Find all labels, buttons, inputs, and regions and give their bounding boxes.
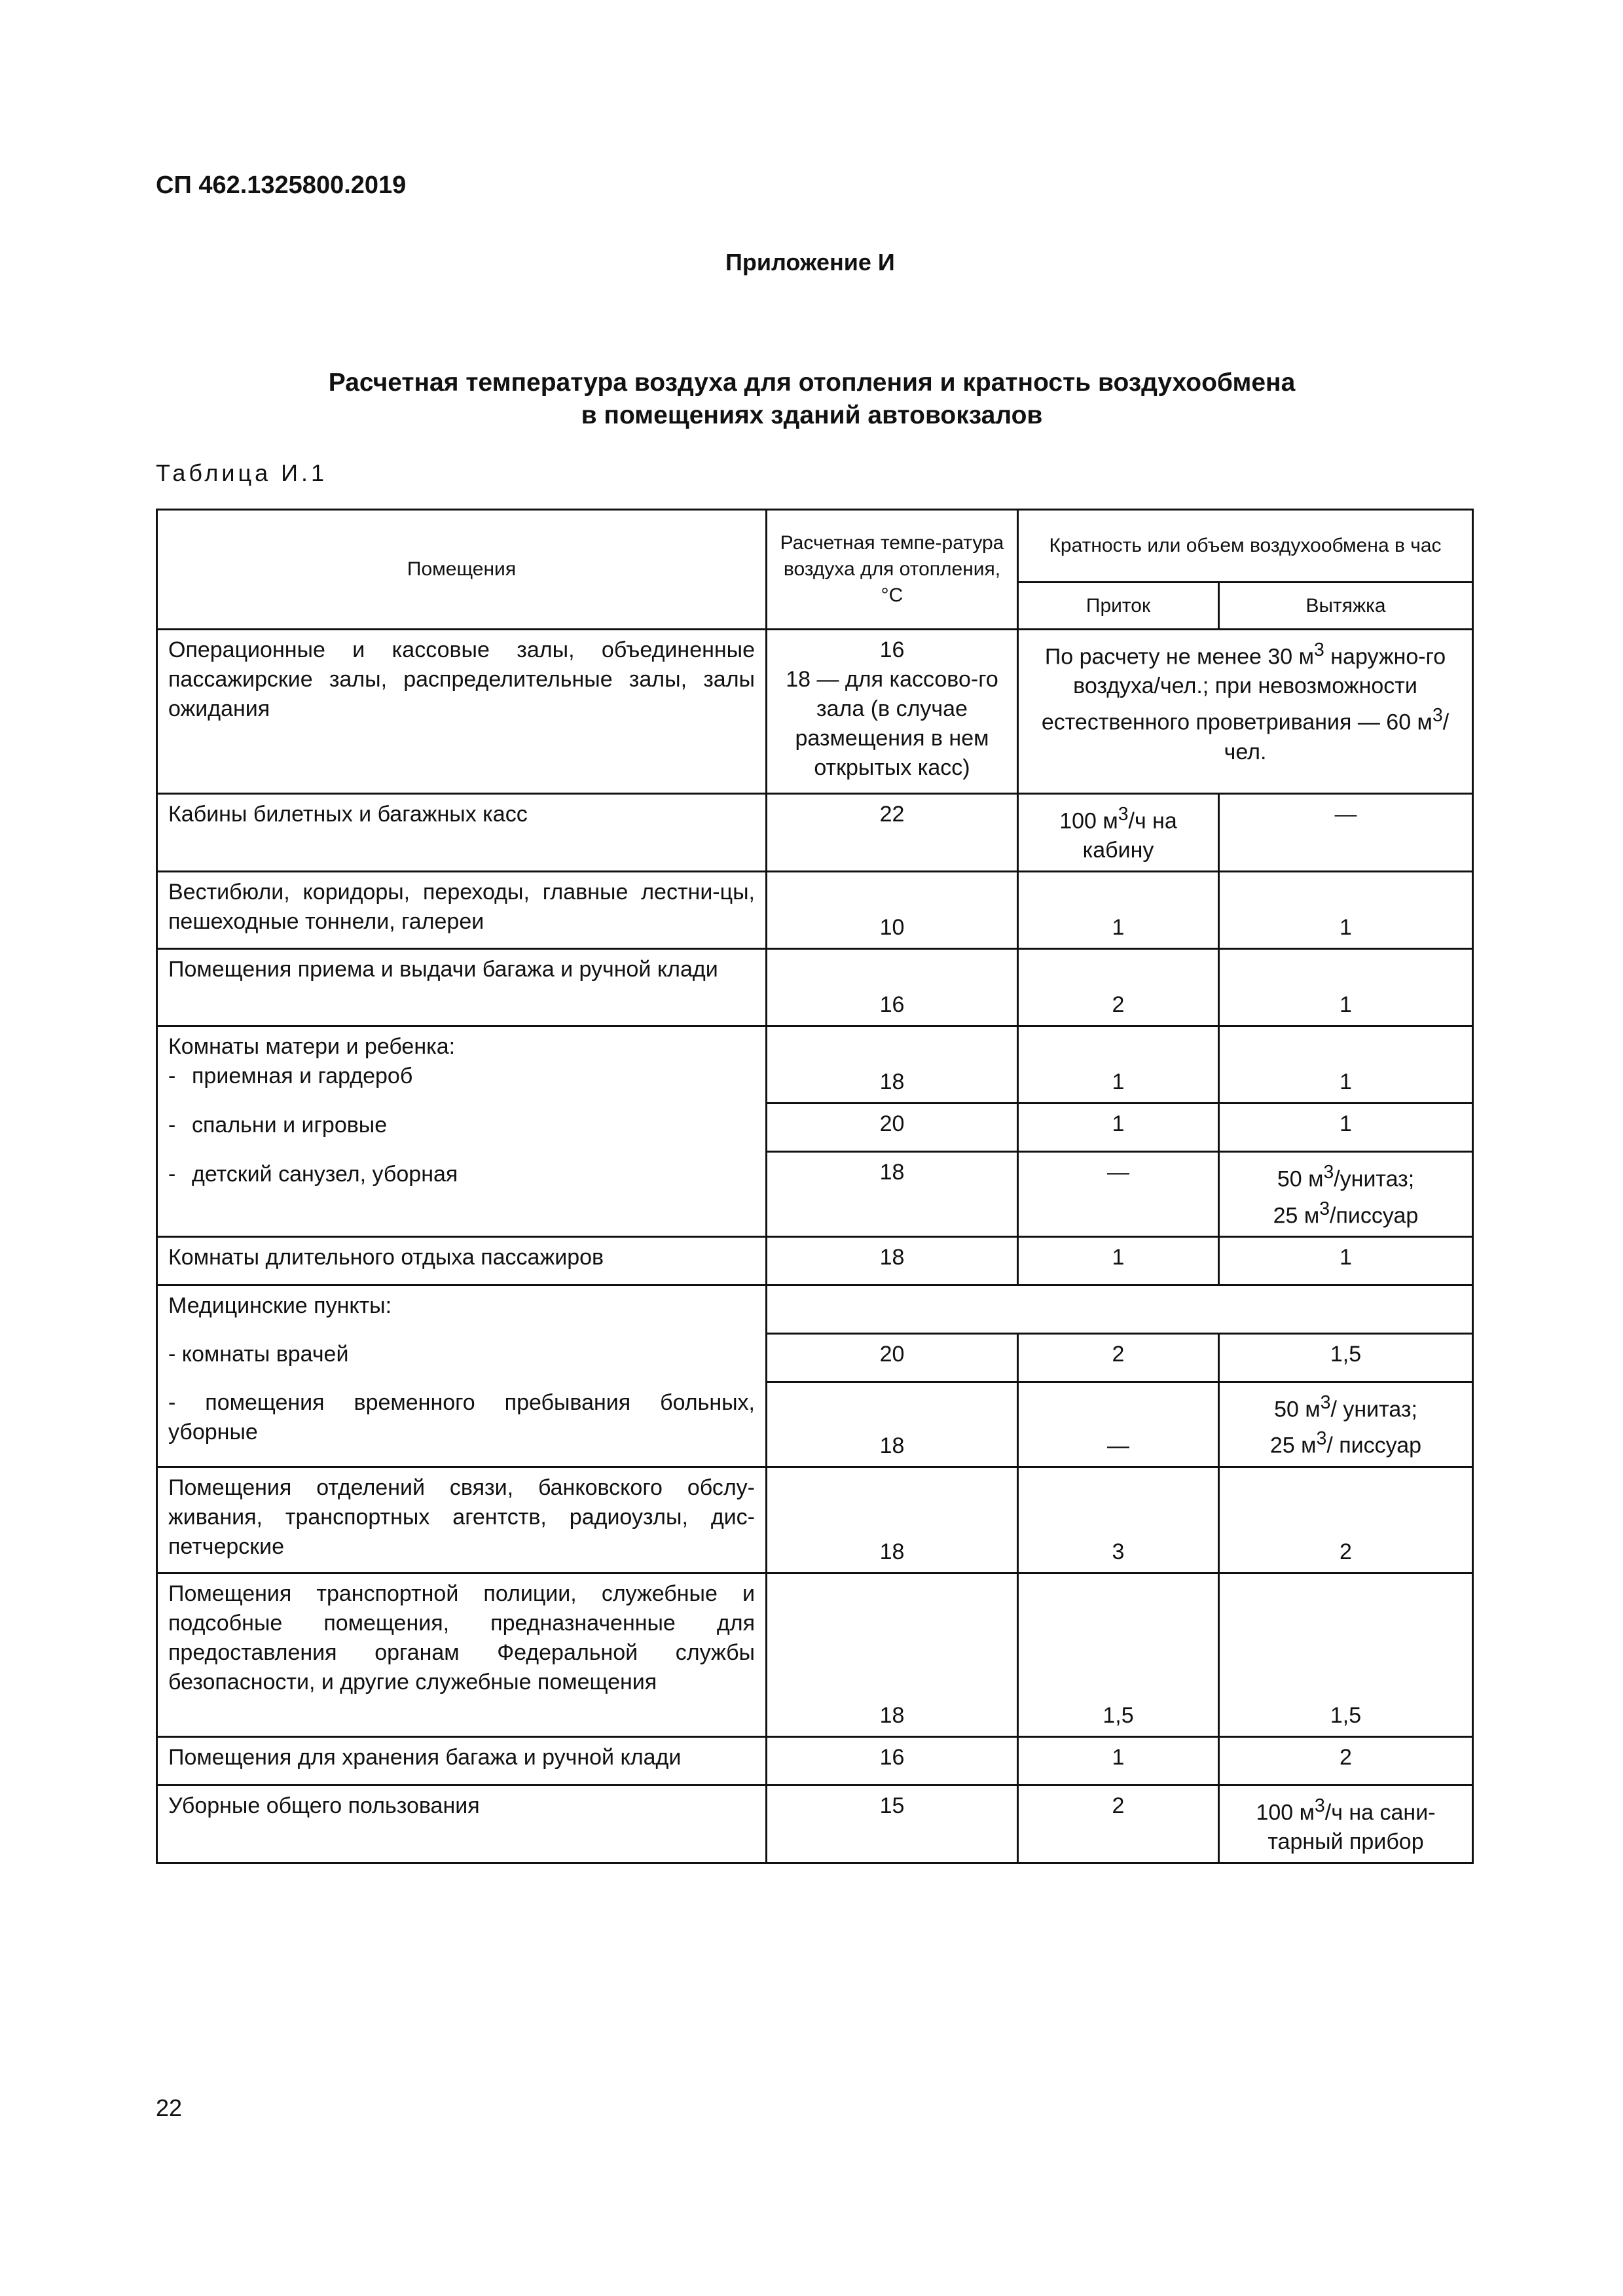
exhaust-cell: 1,5: [1219, 1573, 1473, 1736]
exhaust-cell: 1: [1219, 872, 1473, 949]
exhaust-cell: —: [1219, 794, 1473, 872]
exchange-text-a: По расчету не менее 30 м: [1044, 644, 1315, 670]
table-header-row: [157, 510, 1473, 583]
exchange-text-c: /чел.: [1224, 709, 1450, 764]
temperature-cell: 18: [767, 1467, 1018, 1573]
room-cell: Помещения для хранения багажа и ручной клади: [157, 1736, 767, 1785]
room-cell: Помещения приема и выдачи багажа и ручной клади: [157, 949, 767, 1026]
supply-cell: 1: [1018, 1026, 1219, 1103]
temperature-cell: 20: [767, 1333, 1018, 1382]
supply-cell: 1,5: [1018, 1573, 1219, 1736]
table-container: [156, 509, 1474, 1864]
table-row: [157, 1573, 1473, 1736]
exhaust-line: [1230, 1158, 1461, 1194]
temperature-note: 18 — для кассово-го зала (в случае размещения в нем открытых касс): [786, 667, 998, 780]
empty-group-cell: [767, 1285, 1473, 1333]
exhaust-cell: [1219, 1382, 1473, 1467]
page-number: 22: [156, 2094, 183, 2121]
exchange-text-b: наружно-го воздуха/чел.; при невозможности естественного проветривания — 60 м: [1041, 644, 1446, 735]
room-subitem: [168, 1062, 755, 1091]
title-line-1: Расчетная температура воздуха для отопления и кратность воздухообмена: [328, 368, 1296, 397]
exhaust-cell: 1,5: [1219, 1333, 1473, 1382]
ventilation-table: [156, 509, 1474, 1864]
list-marker: -: [168, 1162, 176, 1187]
exhaust-text-b: /унитаз;: [1334, 1166, 1415, 1192]
table-row: [157, 794, 1473, 872]
supply-cell: 1: [1018, 872, 1219, 949]
superscript: 3: [1118, 804, 1129, 825]
header-supply: Приток: [1018, 583, 1219, 630]
supply-cell: 2: [1018, 1333, 1219, 1382]
exhaust-line: [1230, 1194, 1461, 1230]
supply-cell: 2: [1018, 949, 1219, 1026]
list-marker: -: [168, 1113, 176, 1138]
exhaust-cell: 1: [1219, 1026, 1473, 1103]
superscript: 3: [1314, 639, 1324, 660]
superscript: 3: [1315, 1795, 1325, 1816]
temperature-cell: [767, 630, 1018, 794]
table-row: [157, 949, 1473, 1026]
exhaust-text-a: 100 м: [1256, 1799, 1315, 1825]
room-subitem: - помещения временного пребывания больных, уборные: [168, 1390, 755, 1444]
supply-cell: [1018, 794, 1219, 872]
exhaust-cell: 1: [1219, 949, 1473, 1026]
exhaust-cell: 2: [1219, 1467, 1473, 1573]
temperature-cell: 20: [767, 1103, 1018, 1152]
subitem-label: детский санузел, уборная: [192, 1162, 458, 1187]
temperature-cell: 18: [767, 1152, 1018, 1237]
list-marker: -: [168, 1064, 176, 1089]
supply-cell: 1: [1018, 1736, 1219, 1785]
room-cell: Комнаты длительного отдыха пассажиров: [157, 1236, 767, 1285]
header-temperature: Расчетная темпе-ратура воздуха для отопления, °С: [767, 510, 1018, 630]
supply-cell: 3: [1018, 1467, 1219, 1573]
exhaust-text-a: 50 м: [1274, 1397, 1321, 1422]
exhaust-cell: [1219, 1785, 1473, 1863]
temperature-cell: 18: [767, 1236, 1018, 1285]
temperature-main: 16: [879, 637, 905, 662]
document-number: СП 462.1325800.2019: [156, 171, 407, 199]
subitem-label: спальни и игровые: [192, 1113, 388, 1138]
temperature-cell: 18: [767, 1026, 1018, 1103]
room-cell: Помещения отделений связи, банковского обслу-живания, транспортных агентств, радиоузлы, дис-петчерские: [157, 1467, 767, 1573]
temperature-cell: 15: [767, 1785, 1018, 1863]
appendix-label: Приложение И: [725, 249, 895, 276]
supply-text-b: /ч на кабину: [1082, 808, 1177, 863]
table-row: [157, 1785, 1473, 1863]
table-row: [157, 1467, 1473, 1573]
title-line-2: в помещениях зданий автовокзалов: [581, 401, 1043, 429]
room-cell: Вестибюли, коридоры, переходы, главные лестни-цы, пешеходные тоннели, галереи: [157, 872, 767, 949]
exhaust-text-a: 50 м: [1277, 1166, 1324, 1192]
table-row: [157, 1285, 1473, 1333]
superscript: 3: [1319, 1198, 1330, 1219]
air-exchange-cell: [1018, 630, 1473, 794]
superscript: 3: [1320, 1391, 1331, 1413]
room-group-cell: [157, 1026, 767, 1237]
header-air-exchange: Кратность или объем воздухообмена в час: [1018, 510, 1473, 583]
table-row: [157, 1736, 1473, 1785]
room-subitem: [168, 1160, 755, 1189]
room-cell: Кабины билетных и багажных касс: [157, 794, 767, 872]
temperature-cell: 10: [767, 872, 1018, 949]
supply-cell: —: [1018, 1152, 1219, 1237]
room-group-title: Медицинские пункты:: [168, 1293, 392, 1318]
supply-cell: 2: [1018, 1785, 1219, 1863]
room-cell: Уборные общего пользования: [157, 1785, 767, 1863]
exhaust-cell: [1219, 1152, 1473, 1237]
superscript: 3: [1316, 1428, 1327, 1450]
temperature-cell: 22: [767, 794, 1018, 872]
exhaust-text-c: 25 м: [1269, 1433, 1317, 1458]
superscript: 3: [1432, 705, 1443, 726]
table-row: [157, 1236, 1473, 1285]
table-row: [157, 1026, 1473, 1103]
supply-text-a: 100 м: [1059, 808, 1118, 834]
temperature-cell: 18: [767, 1382, 1018, 1467]
room-group-title: Комнаты матери и ребенка:: [168, 1034, 456, 1060]
table-row: [157, 872, 1473, 949]
temperature-cell: 16: [767, 949, 1018, 1026]
room-subitem: [168, 1111, 755, 1140]
header-rooms: Помещения: [157, 510, 767, 630]
header-exhaust: Вытяжка: [1219, 583, 1473, 630]
superscript: 3: [1323, 1162, 1334, 1183]
exhaust-text-d: / писсуар: [1326, 1433, 1422, 1458]
exhaust-text-d: /писсуар: [1330, 1202, 1419, 1228]
exhaust-cell: 2: [1219, 1736, 1473, 1785]
table-row: [157, 630, 1473, 794]
exhaust-cell: 1: [1219, 1236, 1473, 1285]
temperature-cell: 18: [767, 1573, 1018, 1736]
document-title: [157, 367, 1467, 432]
room-subitem: - комнаты врачей: [168, 1341, 349, 1367]
exhaust-line: [1230, 1424, 1461, 1460]
room-cell: Помещения транспортной полиции, служебные и подсобные помещения, предназначенные для предоставления органам Федеральной службы безопасности, и другие служебные помещения: [157, 1573, 767, 1736]
supply-cell: 1: [1018, 1103, 1219, 1152]
temperature-cell: 16: [767, 1736, 1018, 1785]
exhaust-line: [1230, 1388, 1461, 1424]
exhaust-text-b: /ч на сани-тарный прибор: [1267, 1799, 1436, 1854]
room-group-cell: [157, 1285, 767, 1467]
supply-cell: 1: [1018, 1236, 1219, 1285]
table-caption: Таблица И.1: [156, 459, 328, 486]
exhaust-cell: 1: [1219, 1103, 1473, 1152]
exhaust-text-b: / унитаз;: [1330, 1397, 1417, 1422]
supply-cell: —: [1018, 1382, 1219, 1467]
exhaust-text-c: 25 м: [1273, 1202, 1320, 1228]
subitem-label: приемная и гардероб: [192, 1064, 413, 1089]
room-cell: Операционные и кассовые залы, объединенные пассажирские залы, распределительные залы, залы ожидания: [157, 630, 767, 794]
